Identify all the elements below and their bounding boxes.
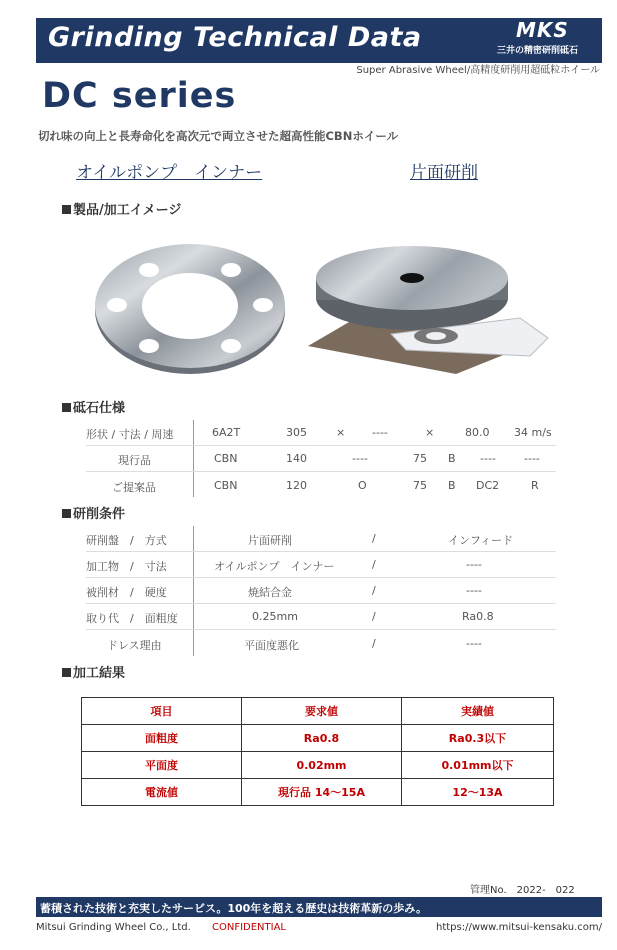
section-conditions-heading: 研削条件 [62, 503, 125, 522]
results-actual: 12～13A [402, 779, 554, 806]
table-row [82, 698, 554, 725]
conditions-value-a: 平面度悪化 [244, 639, 299, 652]
section-results-heading: 加工結果 [62, 662, 125, 681]
spec-cell: ---- [372, 426, 388, 439]
results-actual: 0.01mm以下 [402, 752, 554, 779]
grinding-wheel-image [306, 238, 552, 378]
conditions-value-b: インフィード [448, 534, 514, 547]
conditions-separator: / [372, 610, 376, 623]
spec-cell: 34 m/s [514, 426, 552, 439]
conditions-value-a: 片面研削 [248, 534, 292, 547]
conditions-row-label: ドレス理由 [107, 639, 162, 652]
conditions-value-b: ---- [466, 558, 482, 571]
spec-cell: ---- [524, 452, 540, 465]
section-image-heading: 製品/加工イメージ [62, 199, 181, 218]
spec-cell: 305 [286, 426, 307, 439]
conditions-value-b: ---- [466, 637, 482, 650]
conditions-separator: / [372, 584, 376, 597]
conditions-separator: / [372, 558, 376, 571]
process-title: 片面研削 [410, 163, 478, 183]
spec-cell: B [448, 479, 456, 492]
spec-cell: ---- [352, 452, 368, 465]
results-required: 現行品 14～15A [242, 779, 402, 806]
confidential-label: CONFIDENTIAL [212, 922, 287, 933]
conditions-row-divider [86, 551, 556, 552]
conditions-value-a: 焼結合金 [248, 586, 292, 599]
results-table [81, 697, 554, 806]
results-item: 面粗度 [82, 725, 242, 752]
spec-cell: 140 [286, 452, 307, 465]
conditions-row-label: 加工物 / 寸法 [86, 560, 167, 573]
results-required: Ra0.8 [242, 725, 402, 752]
footer-slogan: 蓄積された技術と充実したサービス。100年を超える歴史は技術革新の歩み。 [40, 902, 427, 915]
conditions-row-label: 研削盤 / 方式 [86, 534, 167, 547]
spec-cell: CBN [214, 479, 238, 492]
table-row [82, 752, 554, 779]
results-header: 要求値 [242, 698, 402, 725]
spec-cell: × [336, 426, 346, 439]
tagline: 切れ味の向上と長寿命化を高次元で両立させた超高性能CBNホイール [38, 129, 399, 143]
results-required: 0.02mm [242, 752, 402, 779]
results-item: 平面度 [82, 752, 242, 779]
conditions-separator: / [372, 637, 376, 650]
brand-logo: MKS [516, 18, 569, 42]
company-name: Mitsui Grinding Wheel Co., Ltd. [36, 922, 191, 933]
series-title: DC series [42, 76, 237, 116]
spec-row-label: 現行品 [118, 454, 151, 467]
conditions-value-a: オイルポンプ インナー [214, 560, 335, 573]
results-header: 実績値 [402, 698, 554, 725]
section-spec-heading: 砥石仕様 [62, 397, 125, 416]
conditions-separator: / [372, 532, 376, 545]
spec-cell: R [531, 479, 539, 492]
spec-cell: 75 [413, 479, 427, 492]
results-header: 項目 [82, 698, 242, 725]
conditions-row-label: 被削材 / 硬度 [86, 586, 167, 599]
website-link[interactable]: https://www.mitsui-kensaku.com/ [435, 922, 602, 933]
spec-cell: DC2 [476, 479, 500, 492]
spec-cell: 120 [286, 479, 307, 492]
conditions-row-label: 取り代 / 面粗度 [86, 612, 178, 625]
workpiece-ring-image [92, 243, 288, 377]
spec-cell: ---- [480, 452, 496, 465]
conditions-row-divider [86, 577, 556, 578]
spec-cell: 75 [413, 452, 427, 465]
conditions-value-b: Ra0.8 [462, 610, 494, 623]
spec-cell: CBN [214, 452, 238, 465]
spec-cell: O [358, 479, 367, 492]
table-row [82, 725, 554, 752]
conditions-value-b: ---- [466, 584, 482, 597]
conditions-row-divider [86, 603, 556, 604]
conditions-row-divider [86, 629, 556, 630]
spec-divider [193, 420, 194, 497]
table-row [82, 779, 554, 806]
results-item: 電流値 [82, 779, 242, 806]
spec-cell: × [425, 426, 435, 439]
conditions-value-a: 0.25mm [252, 610, 298, 623]
conditions-divider [193, 526, 194, 656]
spec-cell: 80.0 [465, 426, 490, 439]
management-number: 管理No. 2022- 022 [470, 885, 575, 896]
header-subtitle: Super Abrasive Wheel/高精度研削用超砥粒ホイール [356, 65, 600, 76]
workpiece-title: オイルポンプ インナー [76, 163, 263, 183]
spec-row-label: 形状 / 寸法 / 周速 [86, 428, 174, 441]
header-title: Grinding Technical Data [48, 22, 422, 53]
spec-row-divider [86, 471, 556, 472]
spec-cell: B [448, 452, 456, 465]
brand-subtitle: 三井の精密研削砥石 [497, 46, 579, 56]
results-actual: Ra0.3以下 [402, 725, 554, 752]
spec-row-divider [86, 445, 556, 446]
spec-row-label: ご提案品 [112, 481, 156, 494]
spec-cell: 6A2T [212, 426, 241, 439]
